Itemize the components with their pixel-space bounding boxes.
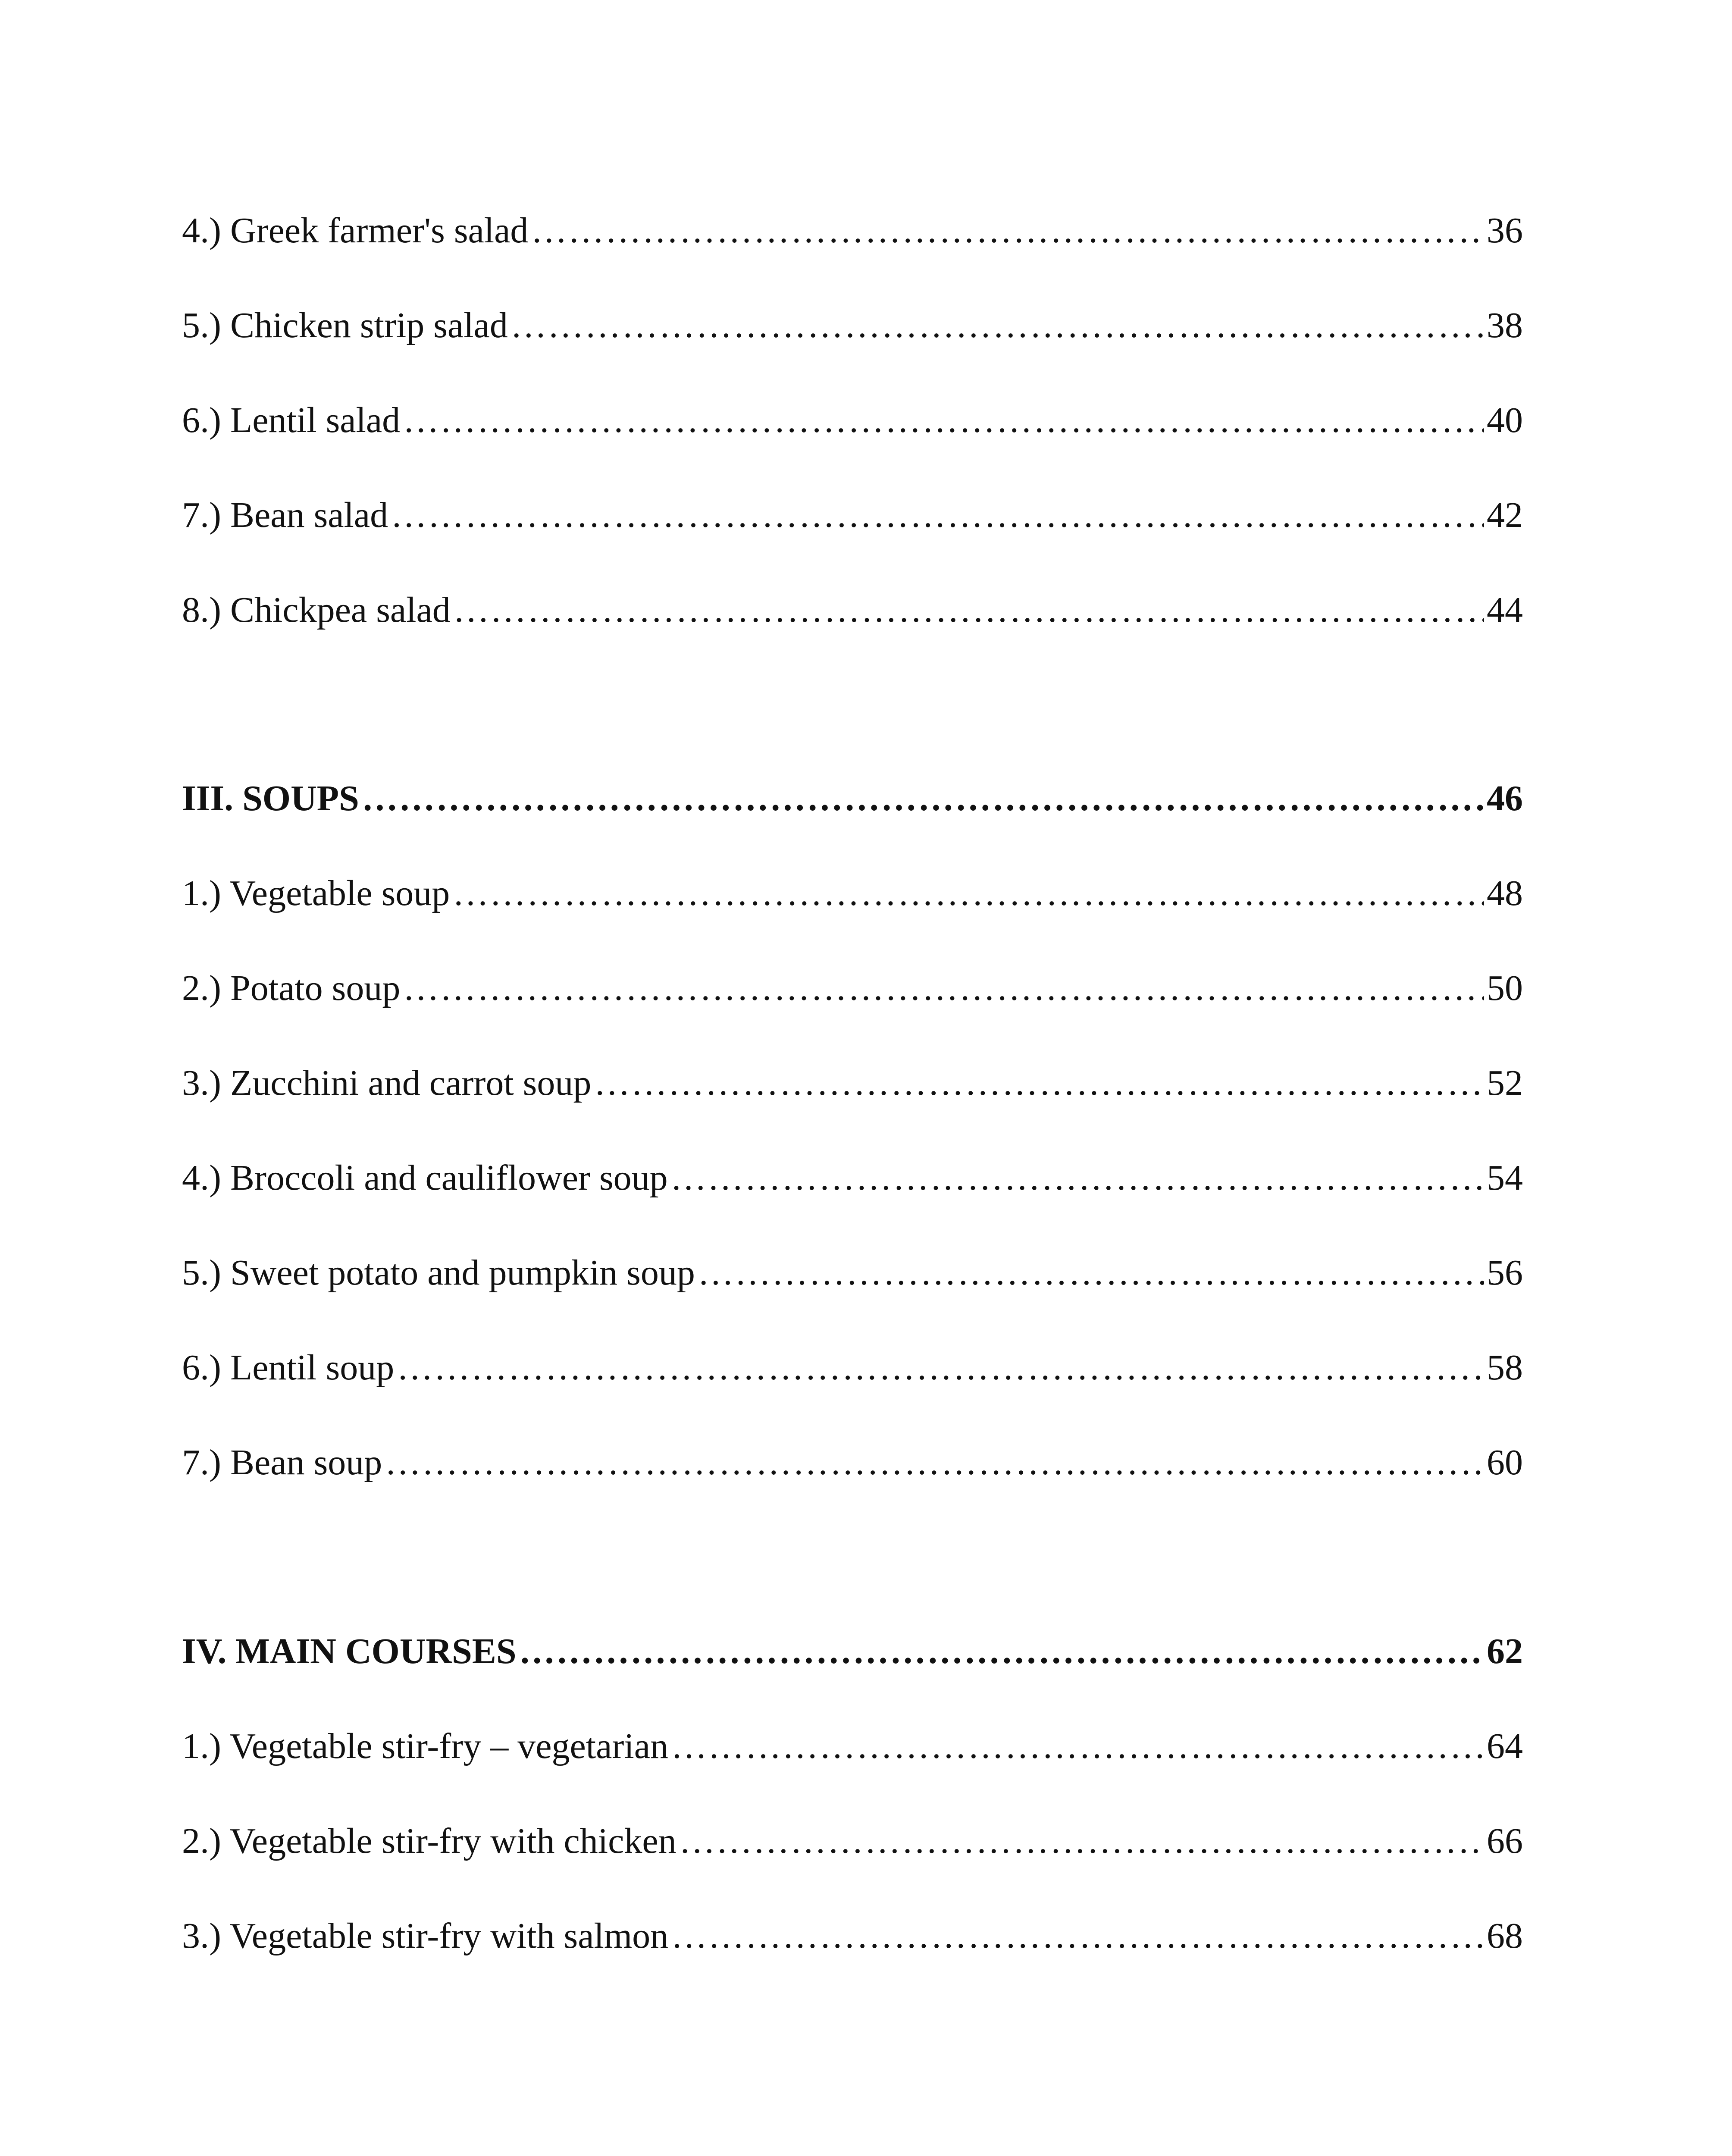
toc-leader-dots [519,1626,1484,1677]
toc-entry-label: 1.) Vegetable soup [182,873,450,913]
toc-entry-label: 2.) Vegetable stir-fry with chicken [182,1821,677,1861]
toc-page-number: 42 [1487,495,1523,535]
toc-page-number: 50 [1487,968,1523,1008]
toc-leader-dots [403,395,1484,446]
toc-entry-lentil-soup [182,1342,1523,1394]
toc-leader-dots [385,1437,1484,1489]
toc-entry-chickpea-salad [182,584,1523,636]
toc-page-number: 64 [1487,1726,1523,1766]
toc-leader-dots [403,962,1484,1014]
toc-section-soups [182,773,1523,824]
toc-entry-bean-salad [182,489,1523,541]
toc-entry-sweet-potato-pumpkin-soup [182,1247,1523,1299]
toc-leader-dots [670,1152,1484,1204]
toc-entry-lentil-salad [182,395,1523,446]
toc-entry-bean-soup [182,1437,1523,1489]
toc-entry-greek-farmers-salad [182,205,1523,257]
toc-entry-label: 2.) Potato soup [182,968,401,1008]
toc-leader-dots [452,868,1484,919]
toc-leader-dots [698,1247,1484,1299]
toc-page-number: 62 [1487,1631,1523,1671]
toc-entry-label: 3.) Zucchini and carrot soup [182,1063,592,1103]
toc-entry-label: 8.) Chickpea salad [182,590,451,630]
toc-entry-chicken-strip-salad [182,300,1523,351]
toc-leader-dots [397,1342,1484,1394]
toc-page-number: 54 [1487,1158,1523,1198]
toc-leader-dots [531,205,1484,257]
toc-entry-label: 7.) Bean salad [182,495,388,535]
toc-leader-dots [671,1910,1484,1962]
toc-page-number: 44 [1487,590,1523,630]
toc-page-number: 48 [1487,873,1523,913]
toc-entry-label: 6.) Lentil soup [182,1348,395,1388]
toc-page-number: 40 [1487,400,1523,440]
toc-entry-potato-soup [182,962,1523,1014]
toc-leader-dots [362,773,1484,824]
toc-section-label: IV. MAIN COURSES [182,1631,517,1671]
toc-entry-label: 6.) Lentil salad [182,400,401,440]
toc-leader-dots [594,1057,1484,1109]
toc-entry-label: 4.) Broccoli and cauliflower soup [182,1158,668,1198]
toc-page-number: 36 [1487,210,1523,251]
toc-section-label: III. SOUPS [182,778,359,818]
toc-leader-dots [679,1815,1484,1867]
toc-entry-vegetable-soup [182,868,1523,919]
toc-entry-label: 4.) Greek farmer's salad [182,210,529,251]
toc-entry-label: 5.) Sweet potato and pumpkin soup [182,1253,695,1293]
toc-entry-zucchini-carrot-soup [182,1057,1523,1109]
toc-leader-dots [671,1720,1484,1772]
toc-entry-vegetable-stir-fry-chicken [182,1815,1523,1867]
toc-leader-dots [511,300,1484,351]
toc-page-number: 38 [1487,305,1523,345]
toc-entry-broccoli-cauliflower-soup [182,1152,1523,1204]
toc-page-number: 56 [1487,1253,1523,1293]
toc-page-number: 58 [1487,1348,1523,1388]
toc-section-main-courses [182,1626,1523,1677]
toc-leader-dots [453,584,1484,636]
toc-entry-label: 1.) Vegetable stir-fry – vegetarian [182,1726,668,1766]
toc-page-number: 46 [1487,778,1523,818]
toc-page-number: 52 [1487,1063,1523,1103]
toc-entry-label: 3.) Vegetable stir-fry with salmon [182,1916,669,1956]
toc-entry-vegetable-stir-fry-vegetarian [182,1720,1523,1772]
toc-entry-vegetable-stir-fry-salmon [182,1910,1523,1962]
toc-entry-label: 5.) Chicken strip salad [182,305,508,345]
toc-page-number: 68 [1487,1916,1523,1956]
toc-leader-dots [391,489,1484,541]
toc-entry-label: 7.) Bean soup [182,1442,382,1482]
toc-page-number: 66 [1487,1821,1523,1861]
toc-page-number: 60 [1487,1442,1523,1482]
